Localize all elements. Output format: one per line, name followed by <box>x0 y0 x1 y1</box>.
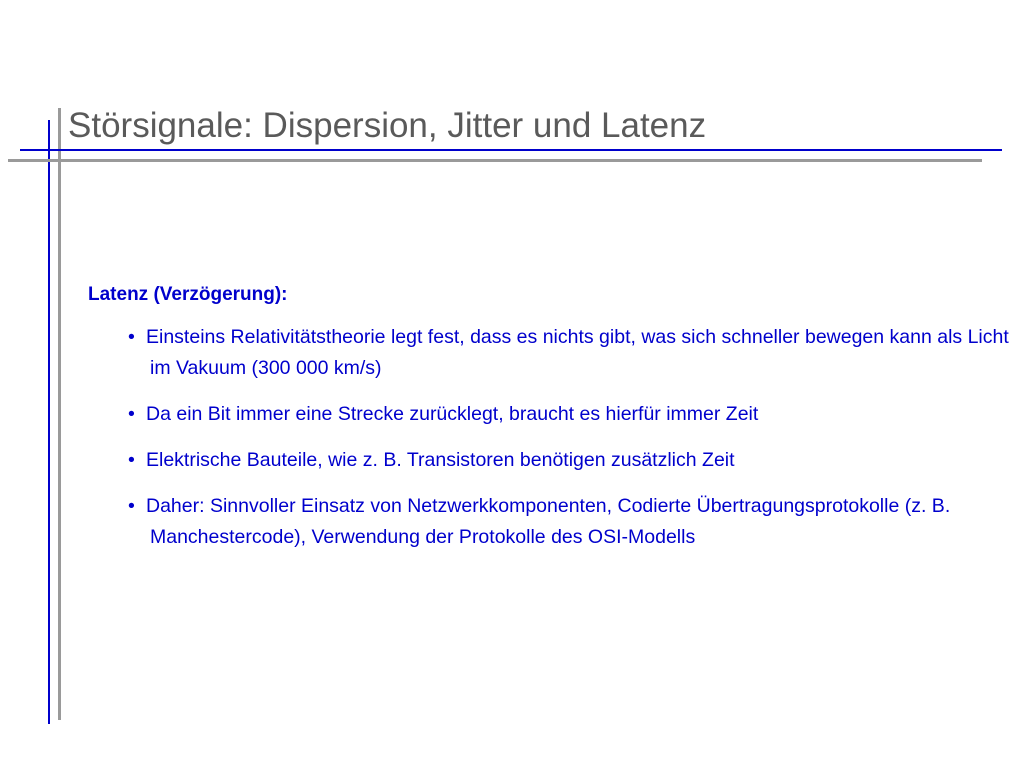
bullet-text: Da ein Bit immer eine Strecke zurücklegt, braucht es hierfür immer Zeit <box>146 403 759 425</box>
section-heading: Latenz (Verzögerung): <box>88 284 288 305</box>
slide-title: Störsignale: Dispersion, Jitter und Latenz <box>68 106 707 145</box>
decorative-vertical-rule-gray <box>58 108 61 720</box>
bullet-icon: • <box>128 326 135 348</box>
bullet-item-3 <box>128 445 1018 476</box>
decorative-vertical-rule-blue <box>48 120 50 724</box>
bullet-text: Elektrische Bauteile, wie z. B. Transistoren benötigen zusätzlich Zeit <box>146 449 735 471</box>
bullet-list <box>88 322 1018 553</box>
bullet-text: Daher: Sinnvoller Einsatz von Netzwerkkomponenten, Codierte Übertragungsprotokolle (z. B. Manchestercode), Verwendung der Protokolle des OSI-Modells <box>146 495 951 548</box>
bullet-text: Einsteins Relativitätstheorie legt fest, dass es nichts gibt, was sich schneller bewegen kann als Licht im Vakuum (300 000 km/s) <box>146 326 1009 379</box>
bullet-item-4 <box>128 491 1018 553</box>
decorative-horizontal-rule-gray <box>8 159 982 162</box>
bullet-item-1 <box>128 322 1018 384</box>
decorative-horizontal-rule-blue <box>20 149 1002 151</box>
bullet-icon: • <box>128 495 135 517</box>
bullet-icon: • <box>128 403 135 425</box>
slide-content <box>88 282 1018 568</box>
bullet-item-2 <box>128 399 1018 430</box>
bullet-icon: • <box>128 449 135 471</box>
